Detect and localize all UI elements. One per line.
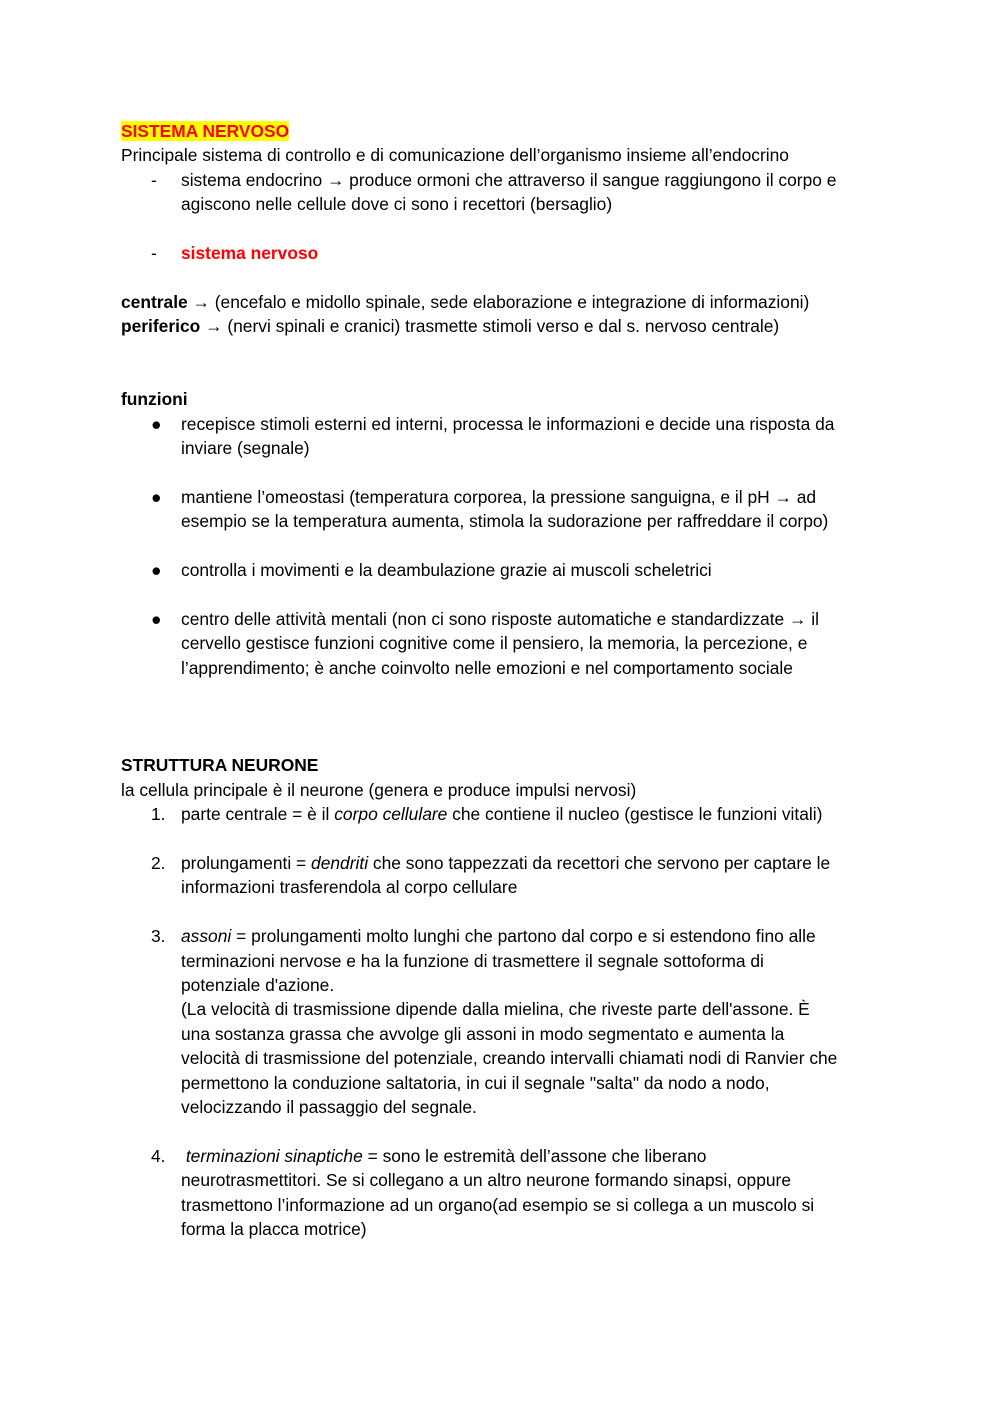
document-page (121, 119, 881, 1241)
list-item: ● centro delle attività mentali (non ci sono risposte automatiche e standardizzate → il cervello gestisce funzioni cognitive come il pensiero, la memoria, la percezione, e l’apprendimento; è anche coinvolto nelle emozioni e nel comportamento sociale (151, 609, 819, 678)
list-item: ● recepisce stimoli esterni ed interni, processa le informazioni e decide una risposta da inviare (segnale) (151, 413, 835, 459)
dash-item-nervoso: - sistema nervoso (121, 241, 881, 265)
periferico-line: periferico → (nervi spinali e cranici) trasmette stimoli verso e dal s. nervoso centrale) (121, 316, 780, 337)
bullet-icon: ● (151, 413, 162, 434)
section-title-sistema-nervoso: SISTEMA NERVOSO (121, 121, 290, 141)
centrale-line: centrale → (encefalo e midollo spinale, sede elaborazione e integrazione di informazioni) (121, 291, 810, 312)
bullet-icon: ● (151, 560, 162, 581)
item-number: 3. (151, 926, 166, 947)
bullet-icon: ● (151, 487, 162, 508)
numbered-item-4: 4. terminazioni sinaptiche = sono le estremità dell’assone che liberano neurotrasmettitori. Se si collegano a un altro neurone formando sinapsi, oppure trasmettono l’informazione ad un organo(ad esempio se si collega a un muscolo si forma la placca motrice) (151, 1145, 815, 1240)
section-title-funzioni: funzioni (121, 389, 188, 410)
dash-item-endocrino: - sistema endocrino → produce ormoni che attraverso il sangue raggiungono il corpo e agiscono nelle cellule dove ci sono i recettori (bersaglio) (151, 169, 837, 215)
dash-marker: - (151, 243, 157, 264)
numbered-item-3: 3. assoni = prolungamenti molto lunghi che partono dal corpo e si estendono fino alle terminazioni nervose e ha la funzione di trasmettere il segnale sottoforma di potenziale d'azione. (La velocità di trasmissione dipende dalla mielina, che riveste parte dell'assone. È una sostanza grassa che avvolge gli assoni in modo segmentato e aumenta la velocità di trasmissione del potenziale, creando intervalli chiamati nodi di Ranvier che permettono la conduzione saltatoria, in cui il segnale "salta" da nodo a nodo, velocizzando il passaggio del segnale. (151, 926, 838, 1118)
list-item: ● controlla i movimenti e la deambulazione grazie ai muscoli scheletrici (121, 558, 881, 582)
numbered-item-2: 2. prolungamenti = dendriti che sono tappezzati da recettori che servono per captare le informazioni trasferendola al corpo cellulare (151, 853, 831, 898)
intro-paragraph: Principale sistema di controllo e di comunicazione dell’organismo insieme all’endocrino (121, 145, 789, 166)
dash-marker: - (151, 169, 157, 190)
bullet-icon: ● (151, 609, 162, 630)
item-number: 1. (151, 804, 166, 825)
item-number: 4. (151, 1145, 166, 1166)
section-title-struttura-neurone: STRUTTURA NEURONE (121, 755, 319, 776)
neurone-intro: la cellula principale è il neurone (genera e produce impulsi nervosi) (121, 779, 637, 800)
item-number: 2. (151, 853, 166, 874)
numbered-item-1: 1. parte centrale = è il corpo cellulare che contiene il nucleo (gestisce le funzioni vitali) (121, 802, 881, 826)
list-item: ● mantiene l’omeostasi (temperatura corporea, la pressione sanguigna, e il pH → ad esempio se la temperatura aumenta, stimola la sudorazione per raffreddare il corpo) (151, 487, 829, 532)
